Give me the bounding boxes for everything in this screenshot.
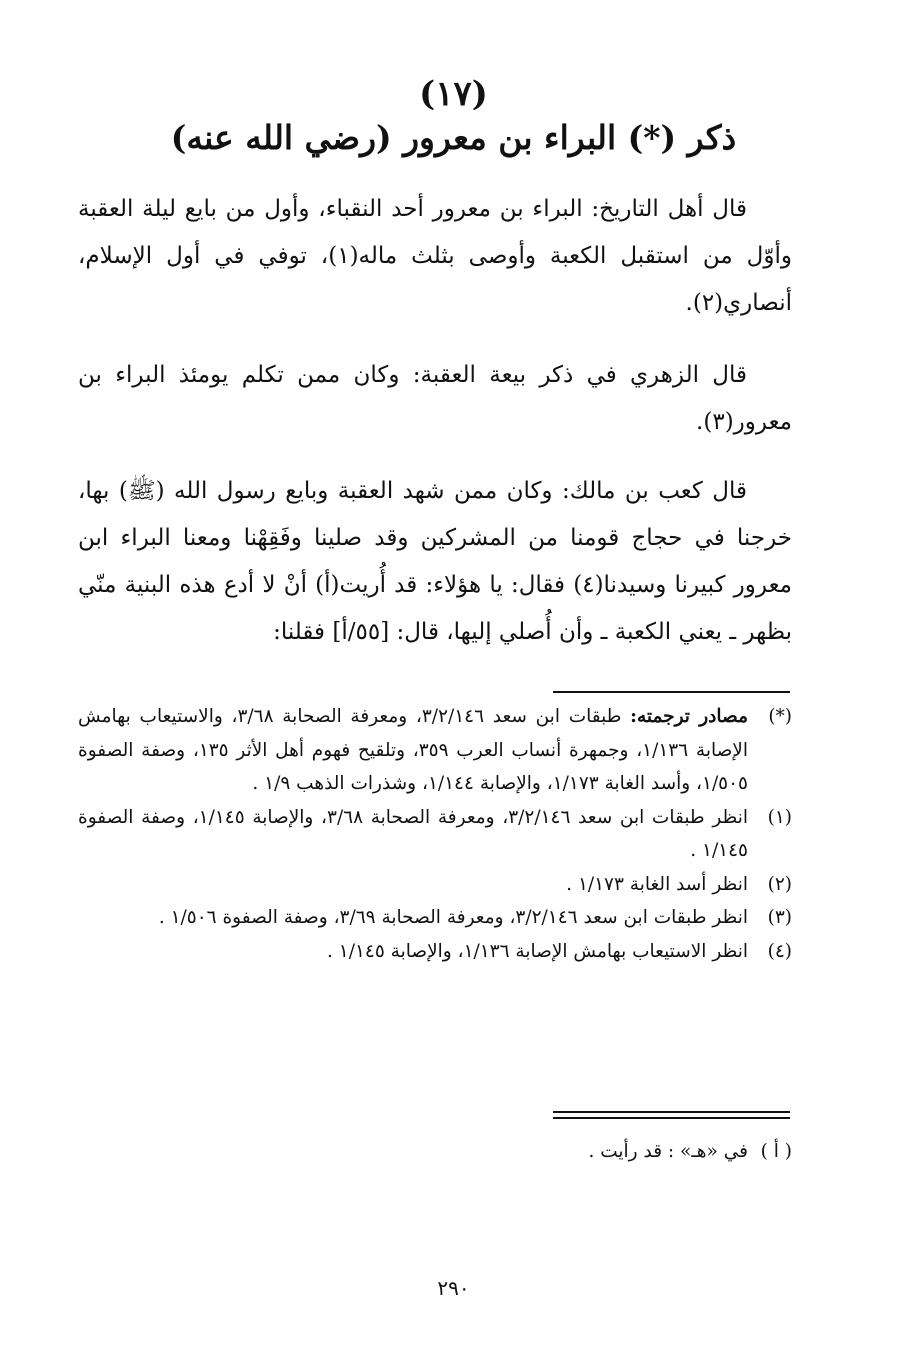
footnote-text: انظر الاستيعاب بهامش الإصابة ١/١٣٦، والإصابة ١/١٤٥ . <box>327 940 748 962</box>
footnote-item <box>78 801 792 868</box>
footnote-text: انظر طبقات ابن سعد ٣/٢/١٤٦، ومعرفة الصحابة ٣/٦٨، والإصابة ١/١٤٥، وصفة الصفوة ١/١٤٥ . <box>78 806 748 861</box>
footnote-item <box>78 935 792 969</box>
variant-number: ( أ ) <box>760 1141 792 1162</box>
footnote-item <box>78 901 792 935</box>
footnote-lead: مصادر ترجمته: <box>630 706 748 727</box>
footnote-number: (٢) <box>767 873 792 895</box>
footnote-separator <box>553 691 790 693</box>
footnote-text: انظر طبقات ابن سعد ٣/٢/١٤٦، ومعرفة الصحابة ٣/٦٩، وصفة الصفوة ١/٥٠٦ . <box>158 907 748 928</box>
page-number: ٢٩٠ <box>437 1276 470 1300</box>
variant-separator <box>553 1111 790 1119</box>
footnote-number: (٣) <box>767 907 792 928</box>
body-paragraph <box>78 352 792 446</box>
footnote-text: انظر أسد الغابة ١/١٧٣ . <box>566 873 748 895</box>
footnote-number: (١) <box>767 806 792 828</box>
footnote-item <box>78 700 792 801</box>
variant-note <box>78 1135 792 1168</box>
section-title: ذكر (*) البراء بن معرور (رضي الله عنه) <box>170 118 737 157</box>
variant-text: في «هـ» : قد رأيت . <box>588 1141 748 1162</box>
body-paragraph <box>78 186 792 327</box>
footnote-item <box>78 868 792 902</box>
footnote-number: (٤) <box>767 940 792 962</box>
footnotes <box>78 700 792 968</box>
paragraph-text: قال كعب بن مالك: وكان ممن شهد العقبة وبايع رسول الله (ﷺ) بها، خرجنا في حجاج قومنا من المشركين وقد صلينا وفَقِهْنا ومعنا البراء ابن معرور كبيرنا وسيدنا(٤) فقال: يا هؤلاء: قد أُريت(أ) أنْ لا أدع هذه البنية منّي بظهر ـ يعني الكعبة ـ وأن أُصلي إليها، قال: [٥٥/أ] فقلنا: <box>78 478 792 645</box>
body-paragraph <box>78 468 792 656</box>
section-number: (١٧) <box>419 74 488 114</box>
paragraph-text: قال الزهري في ذكر بيعة العقبة: وكان ممن تكلم يومئذ البراء بن معرور(٣). <box>78 362 792 435</box>
footnote-number: (*) <box>768 706 792 727</box>
footnote-text: طبقات ابن سعد ٣/٢/١٤٦، ومعرفة الصحابة ٣/٦٨، والاستيعاب بهامش الإصابة ١/١٣٦، وجمهرة أنساب العرب ٣٥٩، وتلقيح فهوم أهل الأثر ١٣٥، وصفة الصفوة ١/٥٠٥، وأسد الغابة ١/١٧٣، والإصابة ١/١٤٤، وشذرات الذهب ١/٩ . <box>78 706 749 794</box>
paragraph-text: قال أهل التاريخ: البراء بن معرور أحد النقباء، وأول من بايع ليلة العقبة وأوّل من استقبل الكعبة وأوصى بثلث ماله(١)، توفي في أول الإسلام، أنصاري(٢). <box>78 196 792 316</box>
